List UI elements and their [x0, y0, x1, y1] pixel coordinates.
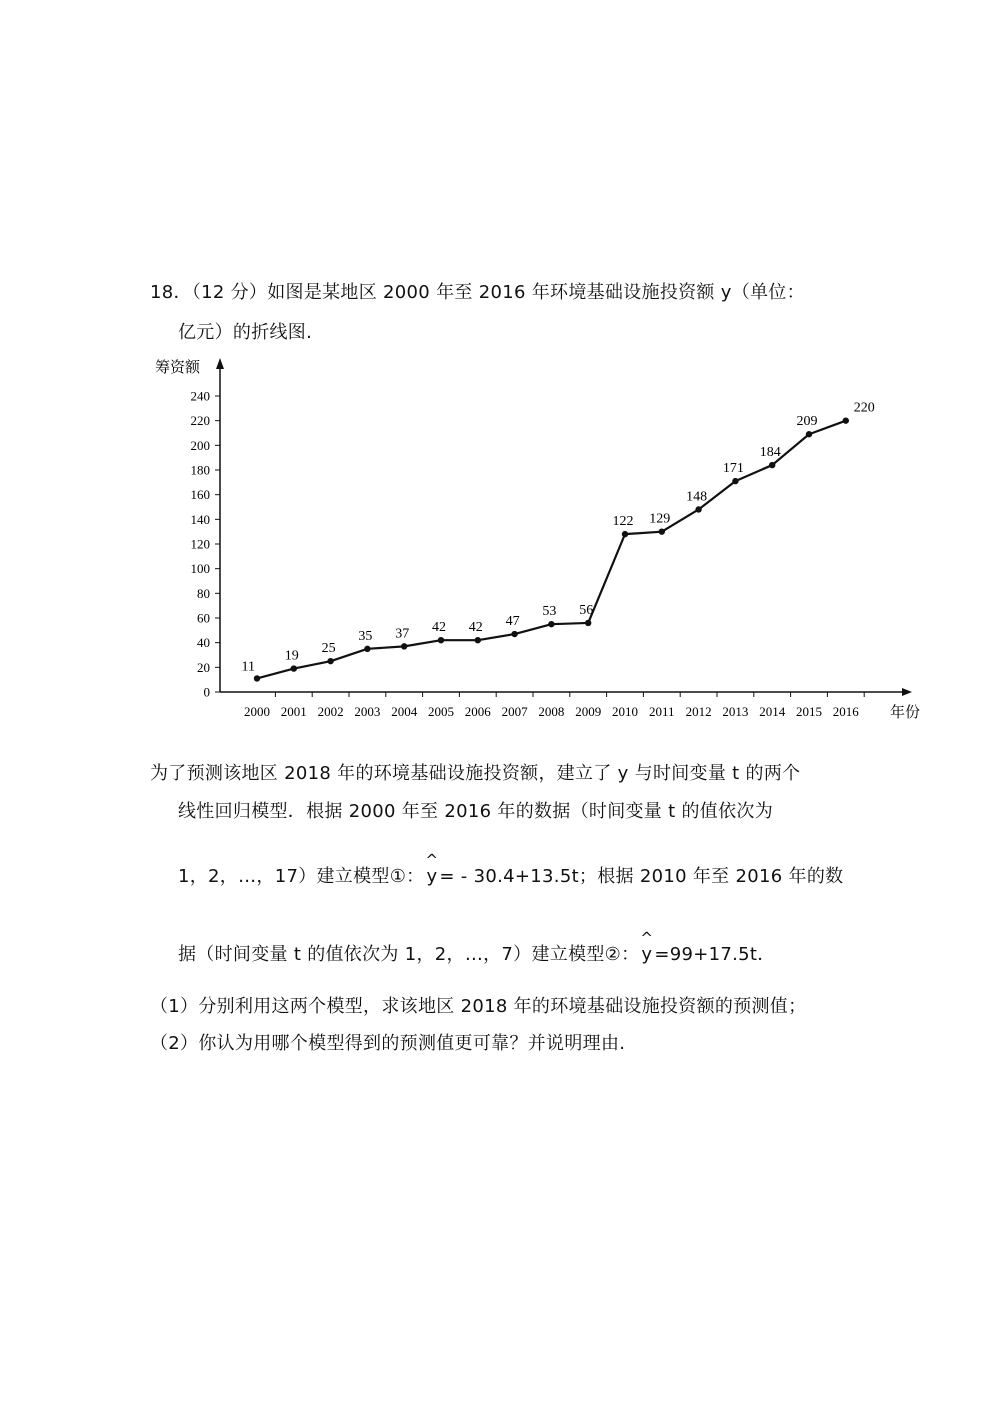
- data-label: 184: [759, 445, 781, 461]
- y-hat-symbol-1: [424, 851, 439, 887]
- hat-mark: ^: [425, 851, 439, 869]
- data-point: [695, 506, 701, 512]
- data-point: [327, 658, 333, 664]
- data-label: 37: [395, 626, 410, 642]
- data-point: [622, 531, 628, 537]
- x-tick-label: 2016: [832, 704, 859, 719]
- y-tick-label: 240: [190, 388, 210, 404]
- y-tick-label: 200: [190, 437, 210, 453]
- data-labels: [242, 401, 875, 675]
- y-axis-arrow: [216, 358, 224, 369]
- x-tick-label: 2008: [538, 704, 565, 719]
- data-label: 122: [612, 514, 634, 530]
- data-label: 42: [468, 620, 483, 636]
- x-tick-label: 2012: [685, 704, 712, 719]
- data-point: [732, 478, 738, 484]
- y-tick-label: 20: [197, 659, 210, 675]
- data-label: 11: [241, 659, 255, 675]
- data-label: 56: [579, 602, 594, 618]
- x-tick-label: 2002: [317, 704, 344, 719]
- x-axis-ticks: [244, 692, 864, 719]
- x-tick-label: 2013: [722, 704, 749, 719]
- para1-line4: [178, 929, 776, 966]
- data-point: [511, 631, 517, 637]
- data-label: 35: [358, 628, 373, 644]
- chart-axes: [216, 358, 912, 696]
- data-label: 19: [284, 648, 299, 664]
- data-point: [291, 665, 297, 671]
- series-line: [257, 421, 846, 679]
- data-label: 209: [796, 414, 818, 430]
- data-point: [364, 646, 370, 652]
- y-axis-ticks: [191, 389, 221, 700]
- x-tick-label: 2010: [612, 704, 638, 719]
- para1-line2: 线性回归模型．根据 2000 年至 2016 年的数据（时间变量 t 的值依次为: [178, 801, 774, 822]
- x-axis-arrow: [902, 688, 912, 696]
- model1-equation: = - 30.4+13.5t；根据 2010 年至 2016 年的数: [439, 866, 844, 887]
- data-point: [438, 637, 444, 643]
- series-polyline: [257, 421, 846, 679]
- data-point: [585, 620, 591, 626]
- x-tick-label: 2014: [759, 704, 786, 719]
- x-tick-label: 2015: [796, 704, 822, 719]
- data-point: [548, 621, 554, 627]
- data-label: 129: [649, 511, 671, 527]
- x-tick-label: 2005: [428, 704, 454, 719]
- data-label: 25: [321, 641, 336, 657]
- data-label: 220: [853, 400, 875, 416]
- data-label: 148: [686, 489, 708, 505]
- data-label: 171: [722, 461, 744, 477]
- y-variable: y: [426, 866, 438, 887]
- para1-line1: 为了预测该地区 2018 年的环境基础设施投资额，建立了 y 与时间变量 t 的两个: [150, 763, 801, 784]
- x-tick-label: 2007: [501, 704, 528, 719]
- data-point: [401, 643, 407, 649]
- para1-line4-start: 据（时间变量 t 的值依次为 1，2，…，7）建立模型②：: [178, 944, 640, 965]
- y-tick-label: 100: [190, 561, 210, 577]
- model2-equation: =99+17.5t．: [654, 944, 776, 965]
- y-tick-label: 140: [190, 511, 210, 527]
- problem-header-line2: 亿元）的折线图.: [178, 322, 313, 343]
- para1-line3-start: 1，2，…，17）建立模型①：: [178, 866, 425, 887]
- y-axis-label: 筹资额: [155, 358, 201, 376]
- y-tick-label: 160: [190, 487, 210, 503]
- investment-line-chart: [150, 348, 940, 728]
- data-point: [806, 431, 812, 437]
- question-2: （2）你认为用哪个模型得到的预测值更可靠？并说明理由.: [150, 1033, 626, 1054]
- x-tick-label: 2011: [649, 704, 675, 719]
- x-tick-label: 2006: [464, 704, 491, 719]
- x-tick-label: 2001: [280, 704, 307, 719]
- data-point: [475, 637, 481, 643]
- problem-header-line1: 18．（12 分）如图是某地区 2000 年至 2016 年环境基础设施投资额 y（单位：: [150, 282, 805, 303]
- y-tick-label: 180: [190, 462, 210, 478]
- data-label: 42: [432, 620, 446, 636]
- data-point: [843, 417, 849, 423]
- y-tick-label: 40: [197, 635, 210, 651]
- para1-line3: [178, 851, 844, 888]
- data-label: 47: [505, 614, 520, 630]
- y-tick-label: 120: [190, 536, 210, 552]
- x-tick-label: 2000: [244, 704, 270, 719]
- y-tick-label: 60: [197, 610, 210, 626]
- data-point: [659, 528, 665, 534]
- data-point: [769, 462, 775, 468]
- data-point: [254, 675, 260, 681]
- y-tick-label: 0: [203, 684, 210, 700]
- question-1: （1）分别利用这两个模型，求该地区 2018 年的环境基础设施投资额的预测值；: [150, 996, 807, 1017]
- y-hat-symbol-2: [639, 929, 654, 965]
- x-axis-label: 年份: [890, 703, 921, 721]
- x-tick-label: 2003: [354, 704, 381, 719]
- x-tick-label: 2004: [391, 704, 418, 719]
- x-tick-label: 2009: [575, 704, 602, 719]
- y-tick-label: 80: [197, 585, 210, 601]
- data-label: 53: [542, 604, 557, 620]
- y-variable: y: [641, 944, 653, 965]
- hat-mark: ^: [640, 929, 654, 947]
- y-tick-label: 220: [190, 413, 210, 429]
